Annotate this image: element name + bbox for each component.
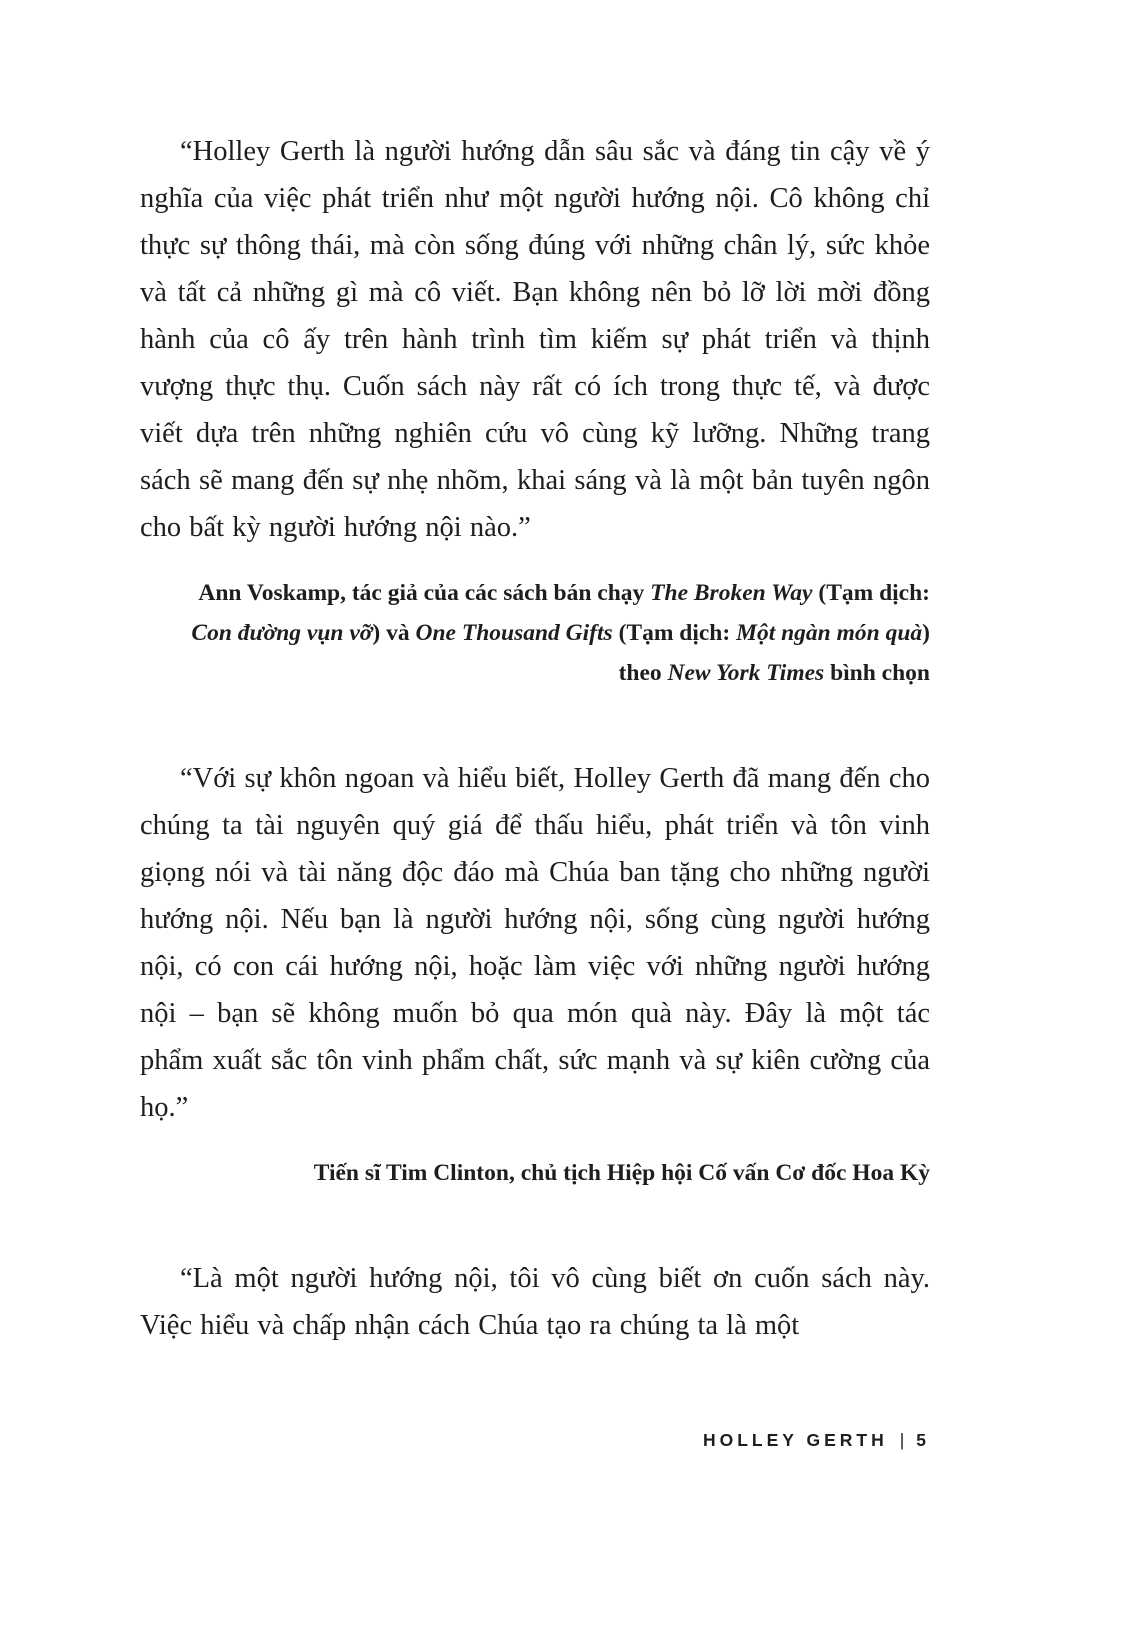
book-title: One Thousand Gifts: [415, 620, 613, 646]
footer-page-number: 5: [916, 1430, 930, 1450]
endorsement-quote: “Với sự khôn ngoan và hiểu biết, Holley Gerth đã mang đến cho chúng ta tài nguyên quý giá để thấu hiểu, phát triển và tôn vinh giọng nói và tài năng độc đáo mà Chúa ban tặng cho những người hướng nội. Nếu bạn là người hướng nội, sống cùng người hướng nội, có con cái hướng nội, hoặc làm việc với những người hướng nội – bạn sẽ không muốn bỏ qua món quà này. Đây là một tác phẩm xuất sắc tôn vinh phẩm chất, sức mạnh và sự kiên cường của họ.”: [140, 763, 930, 1123]
endorsement-attribution: [140, 1153, 930, 1193]
attribution-text: Ann Voskamp, tác giả của các sách bán chạy: [198, 580, 651, 606]
endorsement-quote: “Là một người hướng nội, tôi vô cùng biết ơn cuốn sách này. Việc hiểu và chấp nhận cách Chúa tạo ra chúng ta là một: [140, 1263, 930, 1341]
endorsement-attribution: [140, 573, 930, 693]
attribution-text: bình chọn: [824, 660, 930, 686]
book-title-translated: Một ngàn món quà: [736, 620, 923, 646]
book-title: The Broken Way: [650, 580, 813, 606]
attribution-text: (Tạm dịch:: [812, 580, 930, 606]
footer-author-name: HOLLEY GERTH: [702, 1430, 888, 1450]
attribution-text: Tiến sĩ Tim Clinton, chủ tịch Hiệp hội Cố vấn Cơ đốc Hoa Kỳ: [313, 1160, 930, 1186]
endorsement-2: [140, 755, 930, 1193]
endorsement-1: [140, 128, 930, 693]
attribution-text: ) và: [372, 620, 416, 646]
publication-name: New York Times: [667, 660, 825, 686]
attribution-text: ) theo: [618, 620, 930, 686]
page-content: [140, 128, 930, 1349]
endorsement-quote: “Holley Gerth là người hướng dẫn sâu sắc và đáng tin cậy về ý nghĩa của việc phát triển như một người hướng nội. Cô không chỉ thực sự thông thái, mà còn sống đúng với những chân lý, sức khỏe và tất cả những gì mà cô viết. Bạn không nên bỏ lỡ lời mời đồng hành của cô ấy trên hành trình tìm kiếm sự phát triển và thịnh vượng thực thụ. Cuốn sách này rất có ích trong thực tế, và được viết dựa trên những nghiên cứu vô cùng kỹ lưỡng. Những trang sách sẽ mang đến sự nhẹ nhõm, khai sáng và là một bản tuyên ngôn cho bất kỳ người hướng nội nào.”: [140, 136, 930, 543]
page-footer: [703, 1430, 930, 1451]
footer-separator: |: [899, 1430, 905, 1450]
attribution-text: (Tạm dịch:: [612, 620, 737, 646]
endorsement-3: [140, 1255, 930, 1349]
book-title-translated: Con đường vụn vỡ: [191, 620, 373, 646]
